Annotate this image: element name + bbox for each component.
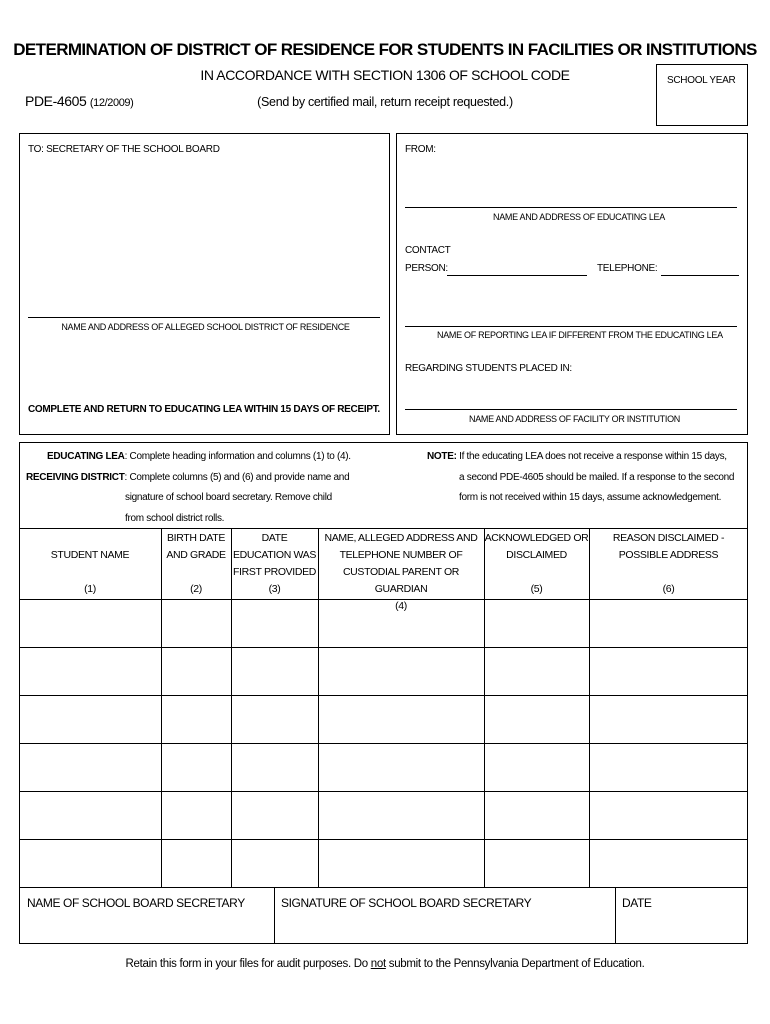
col-header-line: ACKNOWLEDGED OR	[484, 532, 589, 544]
signature-date-label: DATE	[622, 896, 652, 910]
note-text-1: If the educating LEA does not receive a response within 15 days,	[459, 451, 727, 462]
col-header-birth-date	[161, 530, 231, 598]
educating-lea-label: EDUCATING LEA	[47, 451, 125, 462]
col-number: (2)	[190, 583, 202, 595]
instructions-receiving-3: from school district rolls.	[125, 513, 225, 524]
footer-text-after: submit to the Pennsylvania Department of Education.	[385, 958, 645, 970]
col-header-line: NAME, ALLEGED ADDRESS AND	[324, 532, 478, 544]
footer-note	[0, 958, 770, 970]
school-year-field[interactable]	[656, 64, 748, 126]
table-row[interactable]	[20, 648, 747, 694]
from-label: FROM:	[405, 144, 436, 155]
signature-date-field[interactable]	[616, 888, 747, 943]
form-subtitle: IN ACCORDANCE WITH SECTION 1306 OF SCHOOL CODE	[200, 67, 570, 83]
col-header-line: DISCLAIMED	[506, 549, 567, 561]
secretary-signature-label: SIGNATURE OF SCHOOL BOARD SECRETARY	[281, 896, 532, 910]
col-header-line: POSSIBLE ADDRESS	[618, 549, 719, 561]
regarding-label: REGARDING STUDENTS PLACED IN:	[405, 363, 572, 374]
instructions-receiving-2: signature of school board secretary. Remove child	[125, 492, 332, 503]
form-revision-date: (12/2009)	[89, 97, 134, 109]
educating-lea-text: : Complete heading information and columns (1) to (4).	[124, 451, 351, 462]
person-label: PERSON:	[405, 263, 448, 274]
col-header-acknowledged	[484, 530, 589, 598]
col-number: (1)	[84, 583, 96, 595]
secretary-name-label: NAME OF SCHOOL BOARD SECRETARY	[27, 896, 245, 910]
educating-lea-line[interactable]	[405, 207, 737, 208]
receiving-label: RECEIVING DISTRICT	[26, 472, 125, 483]
col-header-line: EDUCATION WAS	[233, 549, 316, 561]
footer-text-before: Retain this form in your files for audit purposes. Do	[125, 958, 371, 970]
col-header-line	[484, 564, 589, 581]
col-header-line	[19, 564, 161, 581]
footer-underlined: not	[370, 958, 386, 970]
form-title: DETERMINATION OF DISTRICT OF RESIDENCE FOR STUDENTS IN FACILITIES OR INSTITUTIONS	[13, 40, 757, 59]
col-header-line	[589, 564, 748, 581]
to-label: TO: SECRETARY OF THE SCHOOL BOARD	[28, 144, 220, 155]
school-year-label: SCHOOL YEAR	[667, 75, 736, 86]
col-header-line: REASON DISCLAIMED -	[612, 532, 725, 544]
col-header-line	[19, 530, 161, 547]
facility-caption: NAME AND ADDRESS OF FACILITY OR INSTITUTION	[469, 414, 680, 424]
col-number: (4)	[395, 600, 407, 612]
from-box	[396, 133, 748, 435]
return-note: COMPLETE AND RETURN TO EDUCATING LEA WITHIN 15 DAYS OF RECEIPT.	[28, 404, 380, 415]
col-header-line: TELEPHONE NUMBER OF	[339, 549, 463, 561]
telephone-label: TELEPHONE:	[597, 263, 658, 274]
facility-line[interactable]	[405, 409, 737, 410]
contact-label: CONTACT	[405, 245, 451, 256]
to-box	[19, 133, 390, 435]
telephone-line[interactable]	[661, 275, 739, 276]
table-row[interactable]	[20, 696, 747, 742]
district-address-line[interactable]	[28, 317, 380, 318]
col-header-reason	[589, 530, 748, 598]
col-number: (5)	[530, 583, 543, 595]
col-header-line: BIRTH DATE	[167, 532, 225, 544]
note-label: NOTE:	[427, 451, 457, 462]
form-number-code: PDE-4605	[25, 93, 87, 109]
col-header-student-name	[19, 530, 161, 598]
note-text-2: a second PDE-4605 should be mailed. If a response to the second	[459, 472, 735, 483]
col-header-line	[161, 564, 231, 581]
reporting-lea-caption: NAME OF REPORTING LEA IF DIFFERENT FROM THE EDUCATING LEA	[437, 330, 723, 340]
table-header-top	[19, 528, 748, 529]
col-header-line: AND GRADE	[166, 549, 226, 561]
note-block	[427, 451, 727, 462]
receiving-text: : Complete columns (5) and (6) and provide name and	[124, 472, 350, 483]
contact-person-line[interactable]	[447, 275, 587, 276]
col-header-line: FIRST PROVIDED	[232, 566, 316, 578]
table-row[interactable]	[20, 840, 747, 886]
col-header-line: CUSTODIAL PARENT OR GUARDIAN	[342, 566, 460, 595]
col-header-line: STUDENT NAME	[50, 549, 130, 561]
reporting-lea-line[interactable]	[405, 326, 737, 327]
col-header-date-education	[231, 530, 318, 598]
send-instructions: (Send by certified mail, return receipt requested.)	[257, 95, 513, 109]
secretary-name-field[interactable]	[20, 888, 274, 943]
col-number: (6)	[662, 583, 675, 595]
table-row[interactable]	[20, 600, 747, 646]
educating-lea-caption: NAME AND ADDRESS OF EDUCATING LEA	[493, 212, 665, 222]
secretary-signature-field[interactable]	[275, 888, 615, 943]
col-header-line: DATE	[261, 532, 288, 544]
table-row[interactable]	[20, 792, 747, 838]
instructions-receiving	[26, 472, 349, 483]
note-text-3: form is not received within 15 days, assume acknowledgement.	[459, 492, 722, 503]
instructions-educating	[47, 451, 351, 462]
table-row[interactable]	[20, 744, 747, 790]
district-caption: NAME AND ADDRESS OF ALLEGED SCHOOL DISTRICT OF RESIDENCE	[61, 322, 350, 332]
col-number: (3)	[268, 583, 281, 595]
